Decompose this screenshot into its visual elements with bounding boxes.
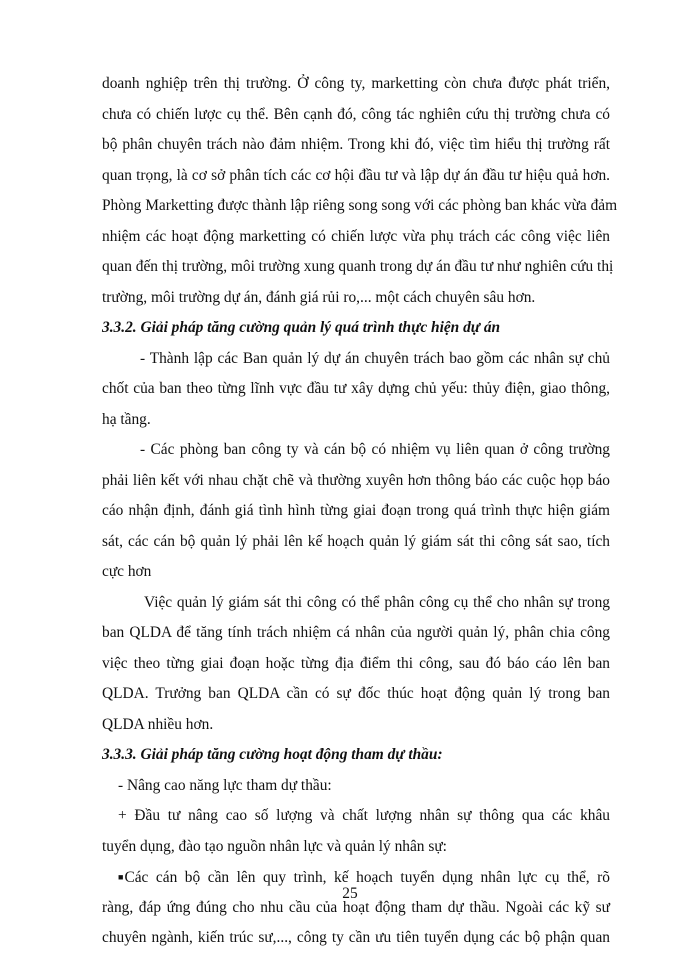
text-line: trường, môi trường dự án, đánh giá rủi ro,... một cách chuyên sâu hơn. <box>102 288 536 306</box>
text-line: Phòng Marketting được thành lập riêng song song với các phòng ban khác vừa đảm <box>102 197 618 214</box>
bullet-text: Các cán bộ cần lên quy trình, kế hoạch tuyển dụng nhân lực cụ thể, rõ <box>124 869 610 886</box>
text-line: phải liên kết với nhau chặt chẽ và thường xuyên hơn thông báo các cuộc họp báo <box>102 471 610 489</box>
text-line: QLDA nhiều hơn. <box>102 715 214 733</box>
text-line: - Nâng cao năng lực tham dự thầu: <box>118 776 332 794</box>
text-line: việc theo từng giai đoạn hoặc từng địa điểm thi công, sau đó báo cáo lên ban <box>102 654 610 672</box>
section-heading-3-3-2: 3.3.2. Giải pháp tăng cường quản lý quá trình thực hiện dự án <box>102 319 501 336</box>
page-number: 25 <box>342 885 358 902</box>
text-line: tuyển dụng, đào tạo nguồn nhân lực và quản lý nhân sự: <box>102 837 447 855</box>
text-line: cáo nhận định, đánh giá tình hình từng giai đoạn trong quá trình thực hiện giám <box>102 502 610 519</box>
text-line: sát, các cán bộ quản lý phải lên kế hoạch quản lý giám sát thi công sát sao, tích <box>102 532 610 550</box>
text-line: chốt của ban theo từng lĩnh vực đầu tư xây dựng chủ yếu: thủy điện, giao thông, <box>102 380 610 397</box>
text-line: hạ tầng. <box>102 410 151 428</box>
text-line: Việc quản lý giám sát thi công có thể phân công cụ thể cho nhân sự trong <box>144 593 610 611</box>
text-line: chưa có chiến lược cụ thể. Bên cạnh đó, công tác nghiên cứu thị trường chưa có <box>102 105 610 123</box>
text-line: - Thành lập các Ban quản lý dự án chuyên trách bao gồm các nhân sự chủ <box>140 349 610 367</box>
section-heading-3-3-3: 3.3.3. Giải pháp tăng cường hoạt động tham dự thầu: <box>102 746 443 763</box>
text-line: + Đầu tư nâng cao số lượng và chất lượng nhân sự thông qua các khâu <box>118 807 610 824</box>
text-line: chuyên ngành, kiến trúc sư,..., công ty cần ưu tiên tuyển dụng các bộ phận quan <box>102 929 610 946</box>
body-text <box>102 69 618 954</box>
text-line: bộ phân chuyên trách nào đảm nhiệm. Trong khi đó, việc tìm hiểu thị trường rất <box>102 136 610 153</box>
text-line: ràng, đáp ứng đúng cho nhu cầu của hoạt động tham dự thầu. Ngoài các kỹ sư <box>102 898 610 916</box>
text-line: cực hơn <box>102 563 152 580</box>
text-line: nhiệm các hoạt động marketting có chiến lược vừa phụ trách các công việc liên <box>102 227 610 245</box>
text-line: quan trọng, là cơ sở phân tích các cơ hội đầu tư và lập dự án đầu tư hiệu quả hơn. <box>102 166 610 184</box>
square-bullet-icon: ■ <box>118 872 124 882</box>
text-line: - Các phòng ban công ty và cán bộ có nhiệm vụ liên quan ở công trường <box>140 441 610 458</box>
text-line: quan đến thị trường, môi trường xung quanh trong dự án đầu tư như nghiên cứu thị <box>102 258 614 275</box>
text-line: doanh nghiệp trên thị trường. Ở công ty, marketting còn chưa được phát triển, <box>102 75 610 92</box>
text-line: QLDA. Trưởng ban QLDA cần có sự đốc thúc hoạt động quản lý trong ban <box>102 685 610 702</box>
text-line: ban QLDA để tăng tính trách nhiệm cá nhân của người quản lý, phân chia công <box>102 624 610 641</box>
